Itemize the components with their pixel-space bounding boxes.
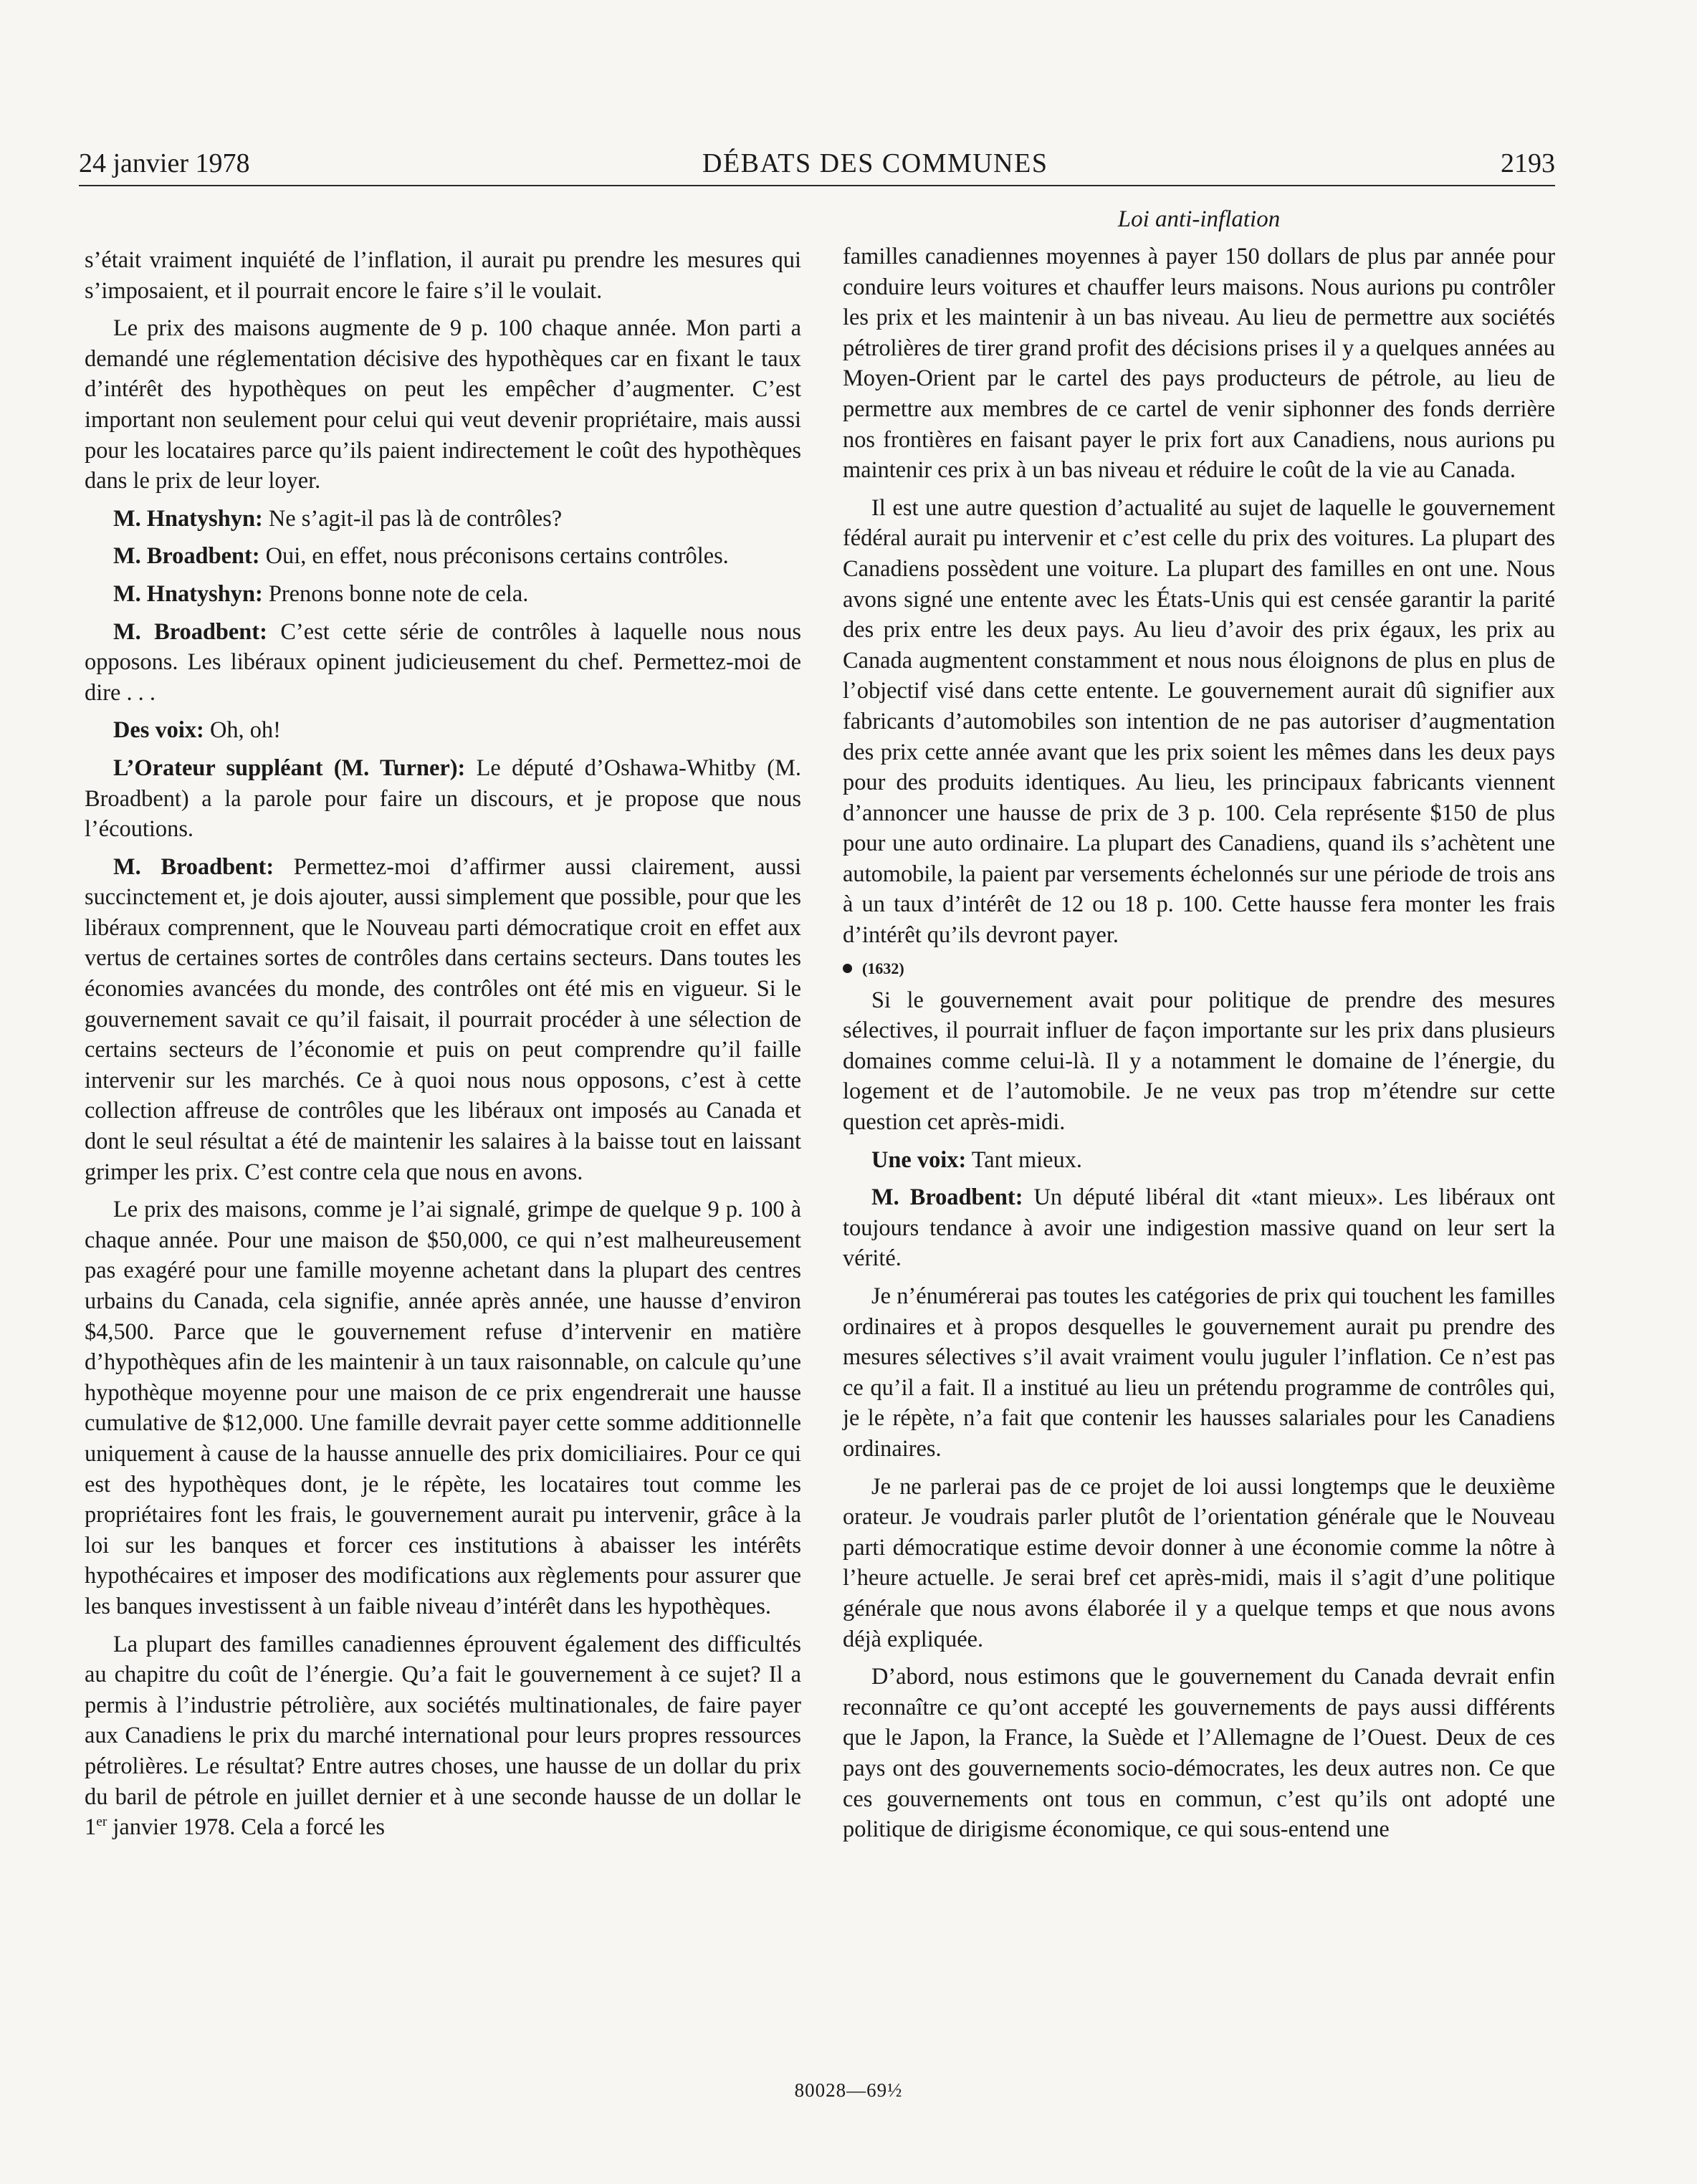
paragraph-text: Le député d’Oshawa-Whitby (M. Broadbent) a la parole pour faire un discours, et je propose que nous l’écoutions. xyxy=(85,755,801,843)
speaker-name: M. Broadbent: xyxy=(113,618,267,645)
paragraph-text: Il est une autre question d’actualité au sujet de laquelle le gouvernement fédéral aurait pu intervenir et c’est celle du prix des voitures. La plupart des Canadiens possèdent une voiture. La plupart des familles en ont une. Nous avons signé une entente avec les États-Unis qui est censée garantir la parité des prix entre les deux pays. Au lieu d’avoir des prix égaux, les prix au Canada augmentent constamment et nous nous éloignons de plus en plus de l’objectif visé dans cette entente. Le gouvernement aurait dû signifier aux fabricants d’automobiles son intention de ne pas autoriser d’augmentation des prix cette année avant que les prix soient les mêmes dans les deux pays pour des produits identiques. Au lieu, les principaux fabricants viennent d’annoncer une hausse de prix de 3 p. 100. Cela représente $150 de plus pour une auto ordinaire. La plupart des Canadiens, quand ils s’achètent une automobile, la paient par versements échelonnés sur une période de trois ans à un taux d’intérêt de 12 ou 18 p. 100. Cette hausse fera monter les frais d’intérêt qu’ils devront payer. xyxy=(843,494,1555,949)
text-paragraph xyxy=(85,313,801,497)
speaker-name: L’Orateur suppléant (M. Turner): xyxy=(113,755,466,781)
speaker-name: Des voix: xyxy=(113,717,204,744)
speech-paragraph xyxy=(85,579,801,610)
speech-paragraph xyxy=(85,617,801,709)
speaker-name: M. Broadbent: xyxy=(871,1184,1023,1211)
paragraph-text: Oh, oh! xyxy=(204,717,281,744)
text-paragraph xyxy=(85,1629,801,1843)
header-title: DÉBATS DES COMMUNES xyxy=(702,148,1048,178)
speech-paragraph xyxy=(85,504,801,535)
paragraph-text: Tant mieux. xyxy=(966,1146,1083,1173)
header-rule xyxy=(79,185,1555,186)
paragraph-text: Ne s’agit-il pas là de contrôles? xyxy=(262,505,563,532)
page-footer: 80028—69½ xyxy=(794,2079,903,2101)
header-date: 24 janvier 1978 xyxy=(79,148,250,178)
speech-paragraph xyxy=(85,753,801,845)
paragraph-text: Permettez-moi d’affirmer aussi clairement, aussi succinctement et, je dois ajouter, aussi simplement que possible, pour que les libéraux comprennent, que le Nouveau parti démocratique croit en effet aux vertus de certaines sortes de contrôles dans certains secteurs. Dans toutes les économies avancées du monde, des contrôles ont été mis en vigueur. Si le gouvernement savait ce qu’il faisait, il pourrait procéder à une sélection de certains secteurs de l’économie et puis on peut comprendre qu’il faille intervenir sur les marchés. Ce à quoi nous nous opposons, c’est à cette collection affreuse de contrôles que les libéraux ont imposés au Canada et dont le seul résultat a été de maintenir les salaires à la baisse tout en laissant grimper les prix. C’est contre cela que nous en avons. xyxy=(85,853,801,1185)
speaker-name: Une voix: xyxy=(871,1146,967,1173)
paragraph-text: Oui, en effet, nous préconisons certains contrôles. xyxy=(259,543,729,570)
page-number: 2193 xyxy=(1500,148,1555,178)
text-paragraph xyxy=(843,1662,1555,1845)
paragraph-text: C’est cette série de contrôles à laquelle nous nous opposons. Les libéraux opinent judicieusement du chef. Permettez-moi de dire . . . xyxy=(85,618,801,706)
speech-paragraph xyxy=(85,715,801,746)
left-column xyxy=(85,245,801,1850)
speaker-name: M. Broadbent: xyxy=(113,543,260,570)
text-paragraph xyxy=(843,985,1555,1138)
text-paragraph xyxy=(843,241,1555,486)
text-paragraph xyxy=(85,1194,801,1622)
paragraph-text: s’était vraiment inquiété de l’inflation, il aurait pu prendre les mesures qui s’imposaient, et il pourrait encore le faire s’il le voulait. xyxy=(85,247,801,304)
paragraph-text: Un député libéral dit «tant mieux». Les libéraux ont toujours tendance à avoir une indigestion massive quand on leur sert la vérité. xyxy=(843,1184,1556,1272)
speech-paragraph xyxy=(843,1182,1555,1274)
paragraph-text: Si le gouvernement avait pour politique de prendre des mesures sélectives, il pourrait influer de façon importante sur les prix dans plusieurs domaines comme celui-là. Il y a notamment le domaine de l’énergie, du logement et de l’automobile. Je ne veux pas trop m’étendre sur cette question cet après-midi. xyxy=(843,987,1555,1136)
speaker-name: M. Hnatyshyn: xyxy=(113,580,263,607)
speaker-name: M. Hnatyshyn: xyxy=(113,505,263,532)
paragraph-text: Je n’énumérerai pas toutes les catégories de prix qui touchent les familles ordinaires et à propos desquelles le gouvernement aurait pu prendre des mesures sélectives s’il avait vraiment voulu juguler l’inflation. Ce n’est pas ce qu’il a fait. Il a institué au lieu un prétendu programme de contrôles qui, je le répète, n’a fait que contenir les hausses salariales pour les Canadiens ordinaires. xyxy=(843,1283,1555,1462)
right-column xyxy=(843,241,1555,1852)
bullet-dot-icon xyxy=(843,964,852,973)
time-marker-label: (1632) xyxy=(862,959,904,977)
paragraph-text: D’abord, nous estimons que le gouvernement du Canada devrait enfin reconnaître ce qu’ont accepté les gouvernements de pays aussi différents que le Japon, la France, la Suède et l’Allemagne de l’Ouest. Deux de ces pays ont des gouvernements socio-démocrates, les deux autres non. Ce que ces gouvernements ont tous en commun, c’est qu’ils ont adopté une politique de dirigisme économique, ce qui sous-entend une xyxy=(843,1664,1555,1843)
paragraph-text: familles canadiennes moyennes à payer 150 dollars de plus par année pour conduire leurs voitures et chauffer leurs maisons. Nous aurions pu contrôler les prix et les maintenir à un bas niveau. Au lieu de permettre aux sociétés pétrolières de tirer grand profit des décisions prises il y a quelques années au Moyen-Orient par le cartel des pays producteurs de pétrole, au lieu de permettre aux membres de ce cartel de venir siphonner des fonds derrière nos frontières en faisant payer le prix fort aux Canadiens, nous aurions pu maintenir ces prix à un bas niveau et réduire le coût de la vie au Canada. xyxy=(843,244,1555,484)
speech-paragraph xyxy=(85,541,801,572)
section-title: Loi anti-inflation xyxy=(1117,206,1281,232)
paragraph-text: Le prix des maisons augmente de 9 p. 100 chaque année. Mon parti a demandé une réglementation décisive des hypothèques car en fixant le taux d’intérêt des hypothèques on peut les empêcher d’augmenter. C’est important non seulement pour celui qui veut devenir propriétaire, mais aussi pour les locataires parce qu’ils paient indirectement le coût des hypothèques dans le prix de leur loyer. xyxy=(85,315,801,494)
paragraph-text: Le prix des maisons, comme je l’ai signalé, grimpe de quelque 9 p. 100 à chaque année. Pour une maison de $50,000, ce qui n’est malheureusement pas exagéré pour une famille moyenne achetant dans la plupart des centres urbains du Canada, cela signifie, année après année, une hausse d’environ $4,500. Parce que le gouvernement refuse d’intervenir en matière d’hypothèques afin de les maintenir à un taux raisonnable, on calcule qu’une hypothèque moyenne pour une maison de ce prix engendrerait une hausse cumulative de $12,000. Une famille devrait payer cette somme additionnelle uniquement à cause de la hausse annuelle des prix domiciliaires. Pour ce qui est des hypothèques dont, je le répète, les locataires tout comme les propriétaires font les frais, le gouvernement aurait pu intervenir, grâce à la loi sur les banques et forcer ces institutions à abaisser les intérêts hypothécaires et imposer des modifications aux règlements pour assurer que les banques investissent à un faible niveau d’intérêt dans les hypothèques. xyxy=(85,1197,801,1619)
text-paragraph xyxy=(843,1472,1555,1655)
paragraph-text: Prenons bonne note de cela. xyxy=(262,580,529,607)
page-header xyxy=(79,147,1555,180)
paragraph-text: Je ne parlerai pas de ce projet de loi aussi longtemps que le deuxième orateur. Je voudrais parler plutôt de l’orientation générale que le Nouveau parti démocratique estime devoir donner à une économie comme la nôtre à l’heure actuelle. Je serai bref cet après-midi, mais il s’agit d’une politique générale que nous avons élaborée il y a quelque temps et que nous avons déjà expliquée. xyxy=(843,1473,1555,1652)
time-marker xyxy=(843,958,1555,980)
speech-paragraph xyxy=(843,1145,1555,1176)
text-paragraph xyxy=(843,1281,1555,1465)
text-paragraph xyxy=(85,245,801,306)
text-paragraph xyxy=(843,493,1555,951)
speech-paragraph xyxy=(85,852,801,1188)
speaker-name: M. Broadbent: xyxy=(113,853,274,880)
paragraph-text: La plupart des familles canadiennes éprouvent également des difficultés au chapitre du coût de l’énergie. Qu’a fait le gouvernement à ce sujet? Il a permis à l’industrie pétrolière, aux sociétés multinationales, de faire payer aux Canadiens le prix du marché international pour leurs propres ressources pétrolières. Le résultat? Entre autres choses, une hausse de un dollar du prix du baril de pétrole en juillet dernier et à une seconde hausse de un dollar le 1er janvier 1978. Cela a forcé les xyxy=(85,1631,801,1841)
